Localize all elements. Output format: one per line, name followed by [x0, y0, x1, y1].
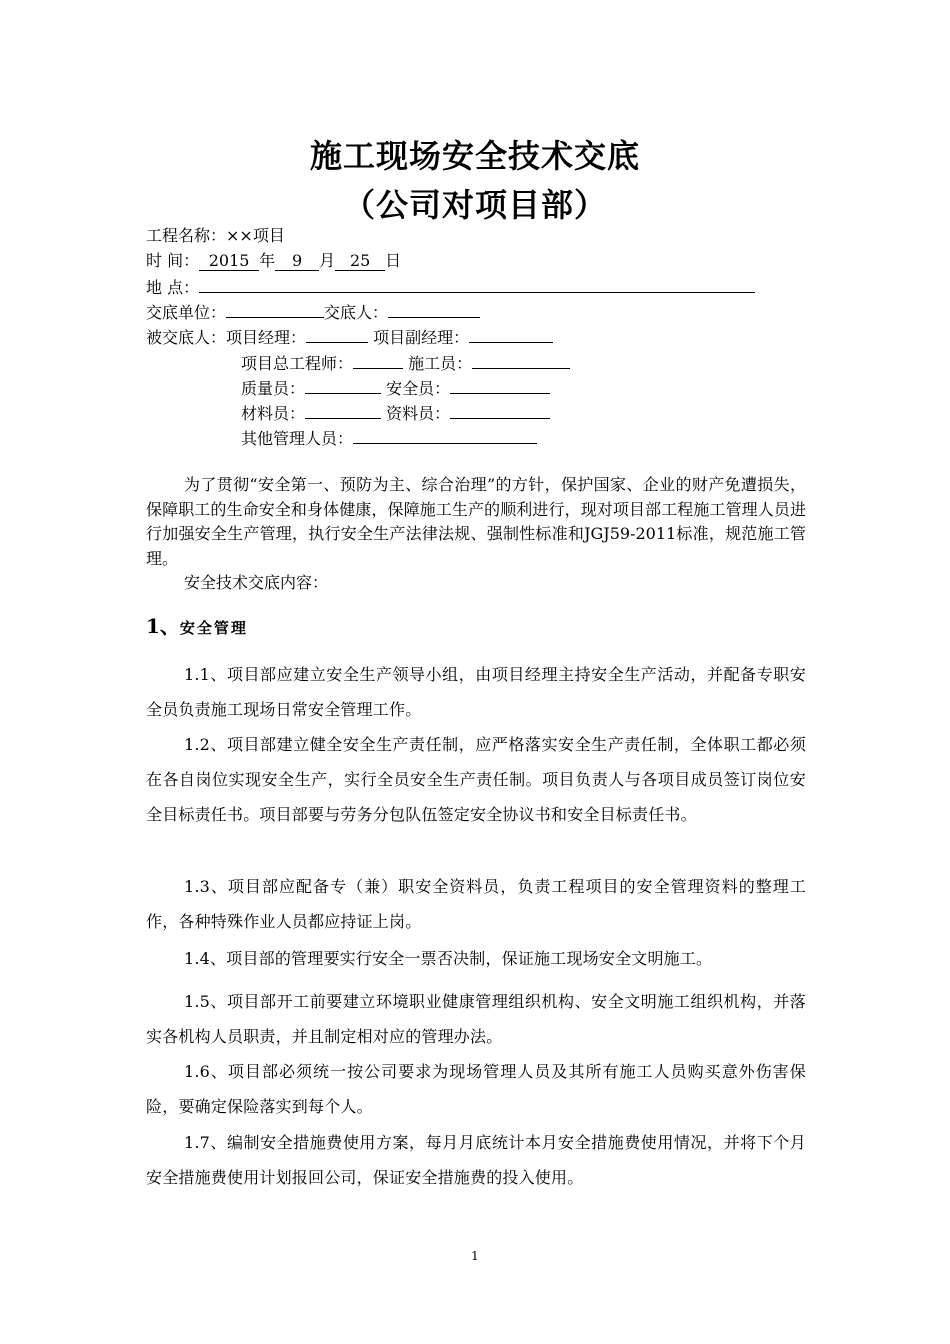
document-label: 资料员：: [386, 404, 451, 423]
day-unit: 日: [385, 251, 402, 270]
day-field[interactable]: 25: [335, 252, 385, 271]
document-subtitle: （公司对项目部）: [342, 186, 607, 224]
constructor-field[interactable]: [472, 350, 570, 369]
safety-field[interactable]: [450, 375, 550, 394]
section-title: 安全管理: [179, 619, 248, 637]
location-label: 地 点：: [146, 278, 200, 297]
project-name-label: 工程名称：: [146, 226, 227, 245]
list-item: 1.3、项目部应配备专（兼）职安全资料员，负责工程项目的安全管理资料的整理工作，各种特殊作业人员都应持证上岗。: [146, 877, 806, 931]
location-line: [146, 274, 755, 300]
other-label: 其他管理人员：: [241, 429, 354, 448]
month-unit: 月: [319, 251, 336, 270]
receiver-line-4: [241, 400, 550, 426]
list-item: 1.2、项目部建立健全安全生产责任制，应严格落实安全生产责任制，全体职工都必须在各自岗位实现安全生产，实行全员安全生产责任制。项目负责人与各项目成员签订岗位安全目标责任书。项目部要与劳务分包队伍签定安全协议书和安全目标责任书。: [146, 735, 806, 824]
quality-label: 质量员：: [241, 379, 306, 398]
list-item: 1.6、项目部必须统一按公司要求为现场管理人员及其所有施工人员购买意外伤害保险，要确定保险落实到每个人。: [146, 1062, 806, 1116]
year-field[interactable]: 2015: [199, 252, 259, 271]
person-field[interactable]: [388, 299, 480, 318]
section-heading: [146, 610, 248, 639]
list-item: 1.7、编制安全措施费使用方案，每月月底统计本月安全措施费使用情况，并将下个月安全措施费使用计划报回公司，保证安全措施费的投入使用。: [146, 1133, 806, 1187]
unit-label: 交底单位：: [146, 303, 227, 322]
project-name-value: ××项目: [226, 226, 285, 245]
chief-engineer-field[interactable]: [353, 350, 403, 369]
list-item: 1.4、项目部的管理要实行安全一票否决制，保证施工现场安全文明施工。: [184, 949, 713, 968]
vpm-field[interactable]: [469, 324, 553, 343]
list-item: 1.1、项目部应建立安全生产领导小组，由项目经理主持安全生产活动，并配备专职安全员负责施工现场日常安全管理工作。: [146, 665, 806, 719]
receiver-line-3: [241, 375, 550, 401]
pm-label: 项目经理：: [226, 328, 307, 347]
project-name-line: [146, 224, 285, 248]
time-label: 时 间：: [146, 251, 200, 270]
page-number: 1: [471, 1249, 479, 1263]
vpm-label: 项目副经理：: [373, 328, 470, 347]
constructor-label: 施工员：: [408, 354, 473, 373]
intro-paragraph: 为了贯彻“安全第一、预防为主、综合治理”的方针，保护国家、企业的财产免遭损失，保障职工的生命安全和身体健康，保障施工生产的顺利进行，现对项目部工程施工管理人员进行加强安全生产管理，执行安全生产法律法规、强制性标准和JGJ59-2011标准，规范施工管理。: [146, 475, 806, 568]
document-field[interactable]: [450, 400, 550, 419]
receiver-line-5: [241, 425, 537, 451]
list-item: 1.5、项目部开工前要建立环境职业健康管理组织机构、安全文明施工组织机构，并落实各机构人员职责，并且制定相对应的管理办法。: [146, 992, 806, 1046]
receiver-line-1: [146, 324, 553, 350]
receiver-label: 被交底人：: [146, 328, 227, 347]
section-number: 1、: [146, 614, 180, 638]
content-label: 安全技术交底内容：: [184, 573, 329, 592]
receiver-line-2: [241, 350, 570, 376]
unit-field[interactable]: [226, 299, 324, 318]
month-field[interactable]: 9: [275, 252, 319, 271]
location-field[interactable]: [199, 274, 755, 293]
safety-label: 安全员：: [386, 379, 451, 398]
document-title: 施工现场安全技术交底: [309, 137, 640, 175]
person-label: 交底人：: [324, 303, 389, 322]
time-line: [146, 249, 401, 273]
unit-line: [146, 299, 480, 325]
material-field[interactable]: [305, 400, 381, 419]
material-label: 材料员：: [241, 404, 306, 423]
year-unit: 年: [259, 251, 276, 270]
other-field[interactable]: [353, 425, 537, 444]
pm-field[interactable]: [306, 324, 368, 343]
quality-field[interactable]: [305, 375, 381, 394]
chief-engineer-label: 项目总工程师：: [241, 354, 354, 373]
